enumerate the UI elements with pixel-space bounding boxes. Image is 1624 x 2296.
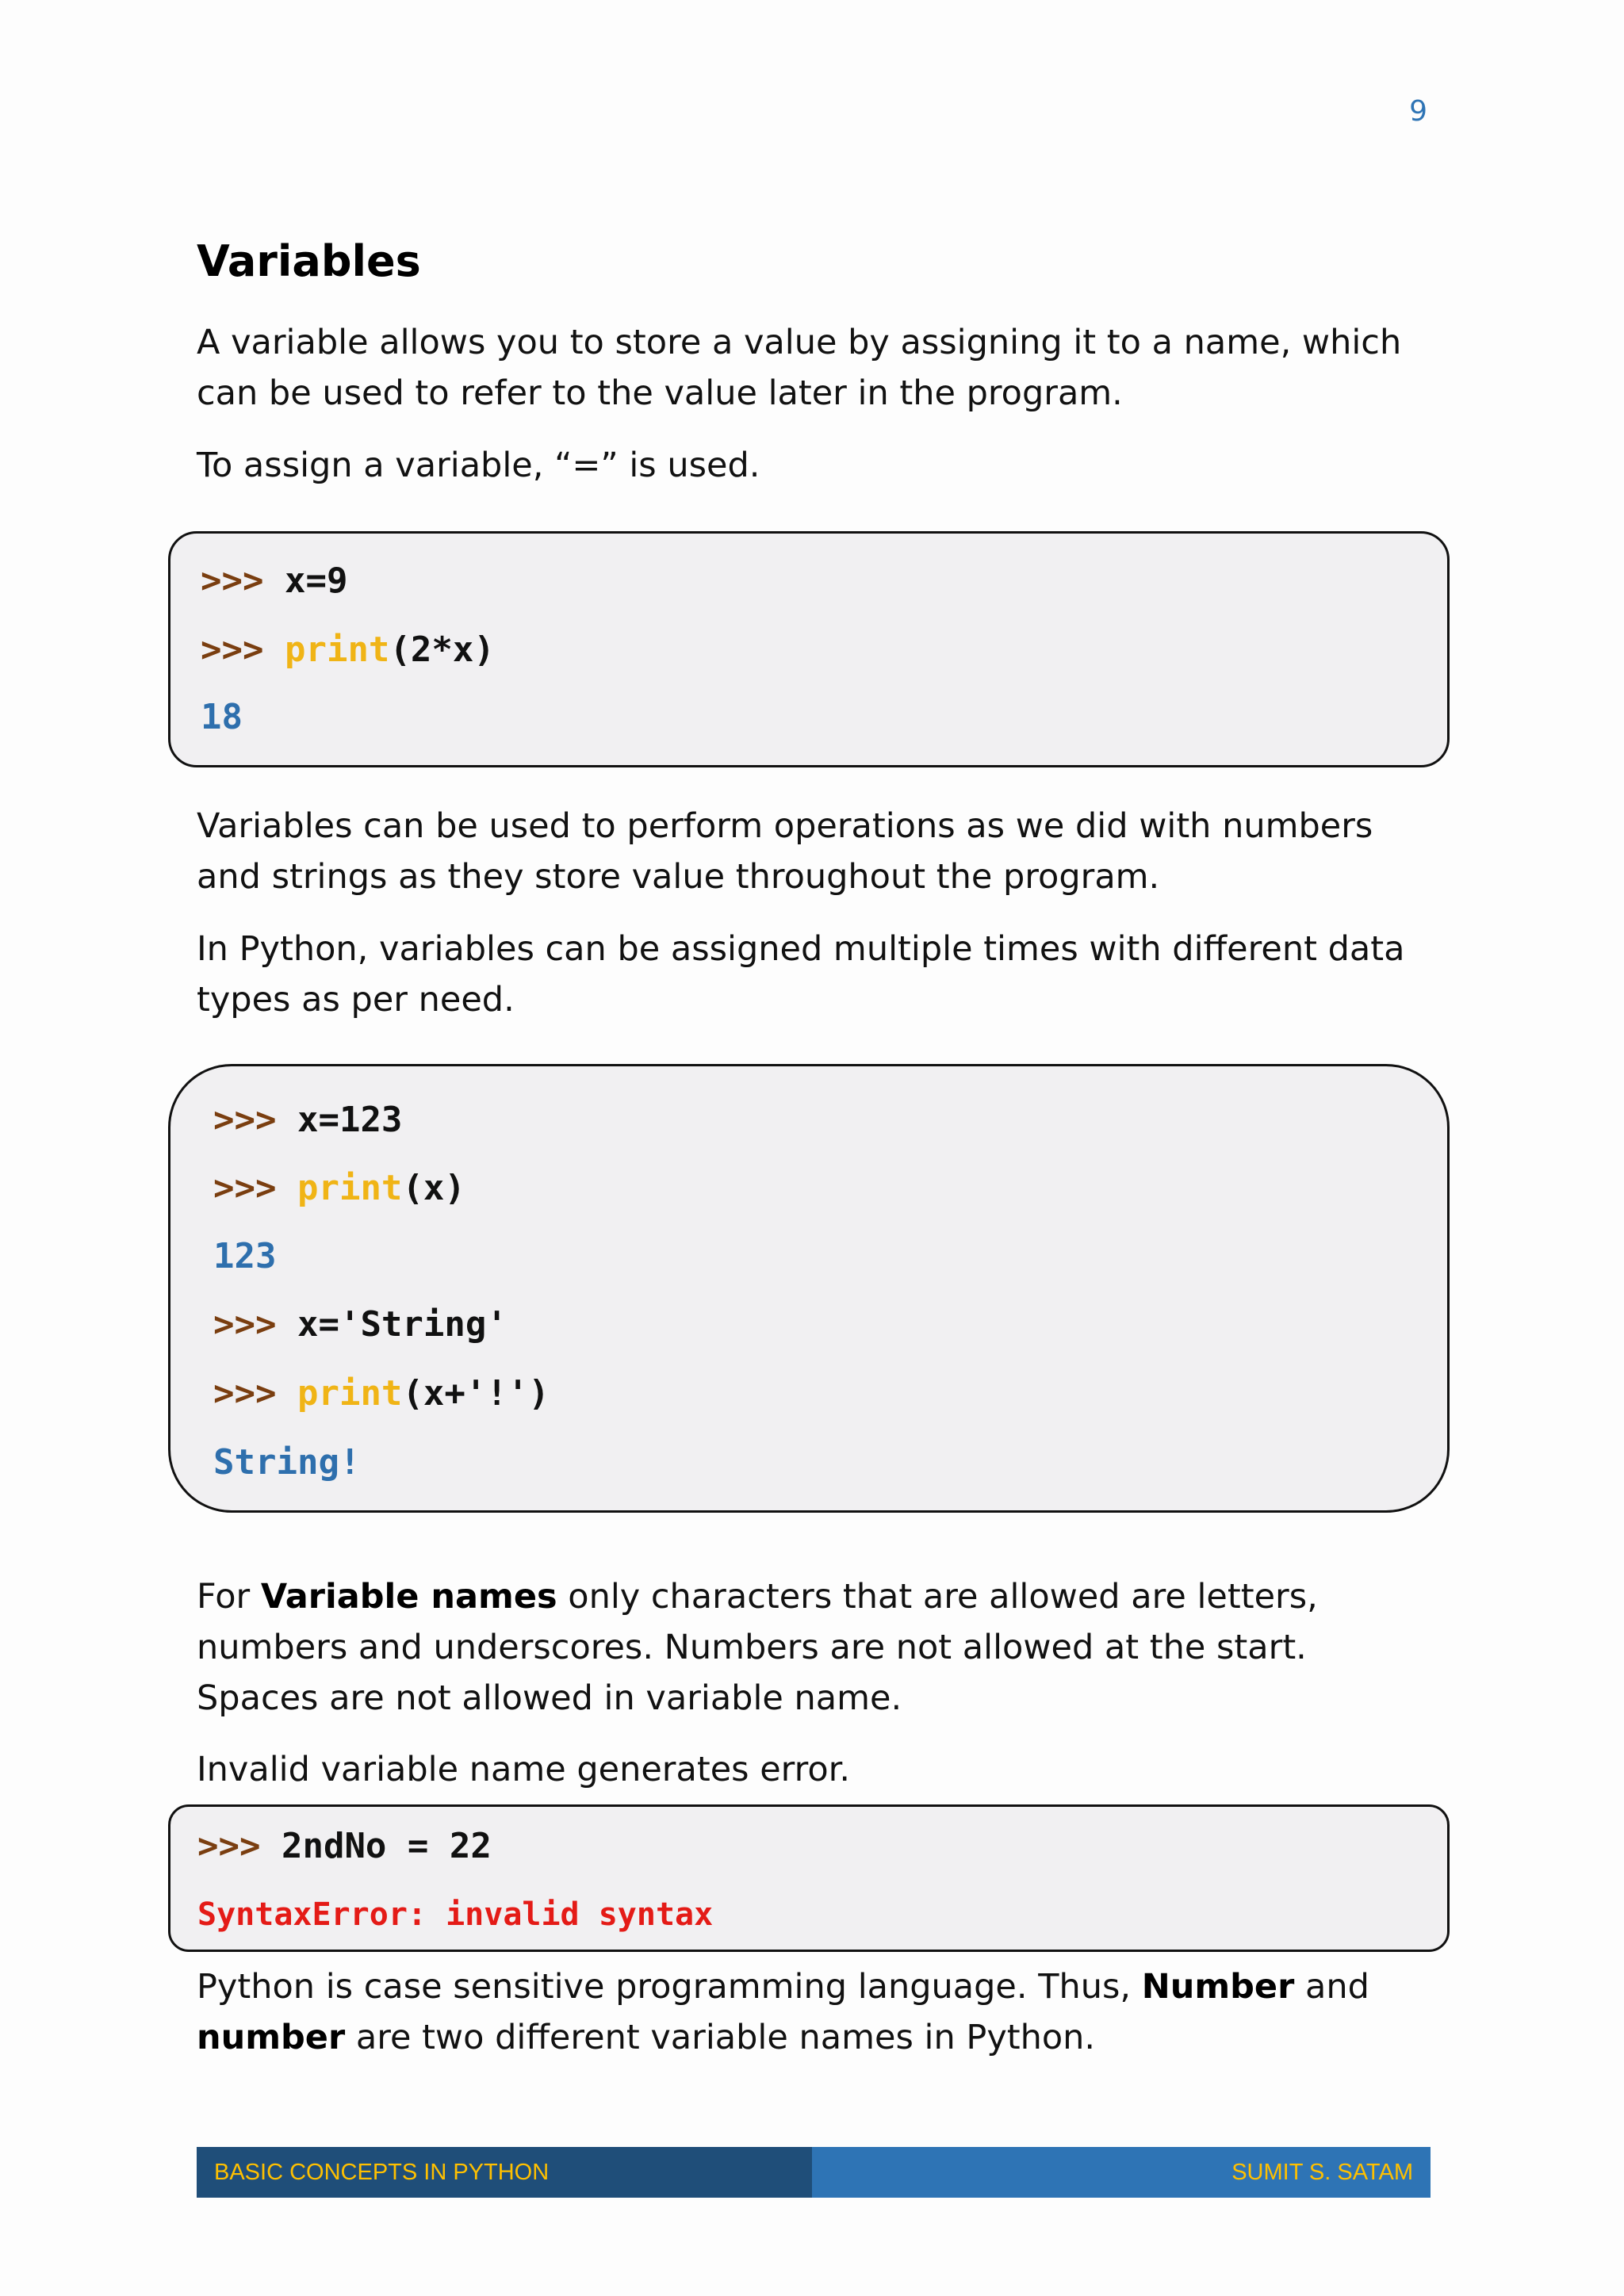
code-line: >>> x='String' [213,1304,508,1345]
code-block-error [168,1804,1450,1952]
code-line: >>> print(2*x) [201,629,495,670]
prompt: >>> [213,1373,277,1414]
paragraph-assign: To assign a variable, “=” is used. [197,446,760,485]
section-heading: Variables [197,236,421,286]
footer-book-title: BASIC CONCEPTS IN PYTHON [214,2159,550,2185]
paragraph-reassign: In Python, variables can be assigned multiple times with different data types as per need. [197,929,1405,1020]
code-line: >>> print(x+'!') [213,1373,550,1414]
page-number: 9 [1409,95,1427,128]
code-output: 123 [213,1236,277,1276]
print-keyword: print [263,629,390,670]
bold-text: Variable names [260,1577,557,1617]
prompt: >>> [213,1168,277,1208]
syntax-error-output: SyntaxError: invalid syntax [197,1896,714,1933]
prompt: >>> [213,1304,277,1345]
code-block-assign [168,531,1450,767]
code-line: >>> x=123 [213,1100,403,1140]
paragraph-operations: Variables can be used to perform operations as we did with numbers and strings as they store value throughout the program. [197,806,1373,897]
bold-text: Number [1141,1967,1295,2007]
paragraph-invalid-name: Invalid variable name generates error. [197,1750,851,1789]
prompt: >>> [201,629,264,670]
prompt: >>> [201,561,264,601]
print-keyword: print [276,1168,403,1208]
footer-left [197,2147,812,2198]
paragraph-variable-names: For Variable names only characters that are allowed are letters, numbers and underscores. Numbers are not allowed at the start. Spaces are not allowed in variable name. [197,1577,1318,1718]
footer-author: SUMIT S. SATAM [1231,2159,1413,2185]
code-output: 18 [201,697,243,737]
code-block-reassign [168,1064,1450,1513]
code-line: >>> x=9 [201,561,348,601]
prompt: >>> [213,1100,277,1140]
paragraph-case-sensitive: Python is case sensitive programming language. Thus, Number and number are two different variable names in Python. [197,1967,1369,2057]
code-line: >>> 2ndNo = 22 [197,1826,492,1866]
bold-text: number [197,2018,346,2057]
footer-right [812,2147,1431,2198]
code-line: >>> print(x) [213,1168,465,1208]
paragraph-variable-definition: A variable allows you to store a value by assigning it to a name, which can be used to refer to the value later in the program. [197,323,1402,413]
print-keyword: print [276,1373,403,1414]
page-footer [197,2147,1431,2198]
prompt: >>> [197,1826,261,1866]
code-output: String! [213,1442,361,1483]
